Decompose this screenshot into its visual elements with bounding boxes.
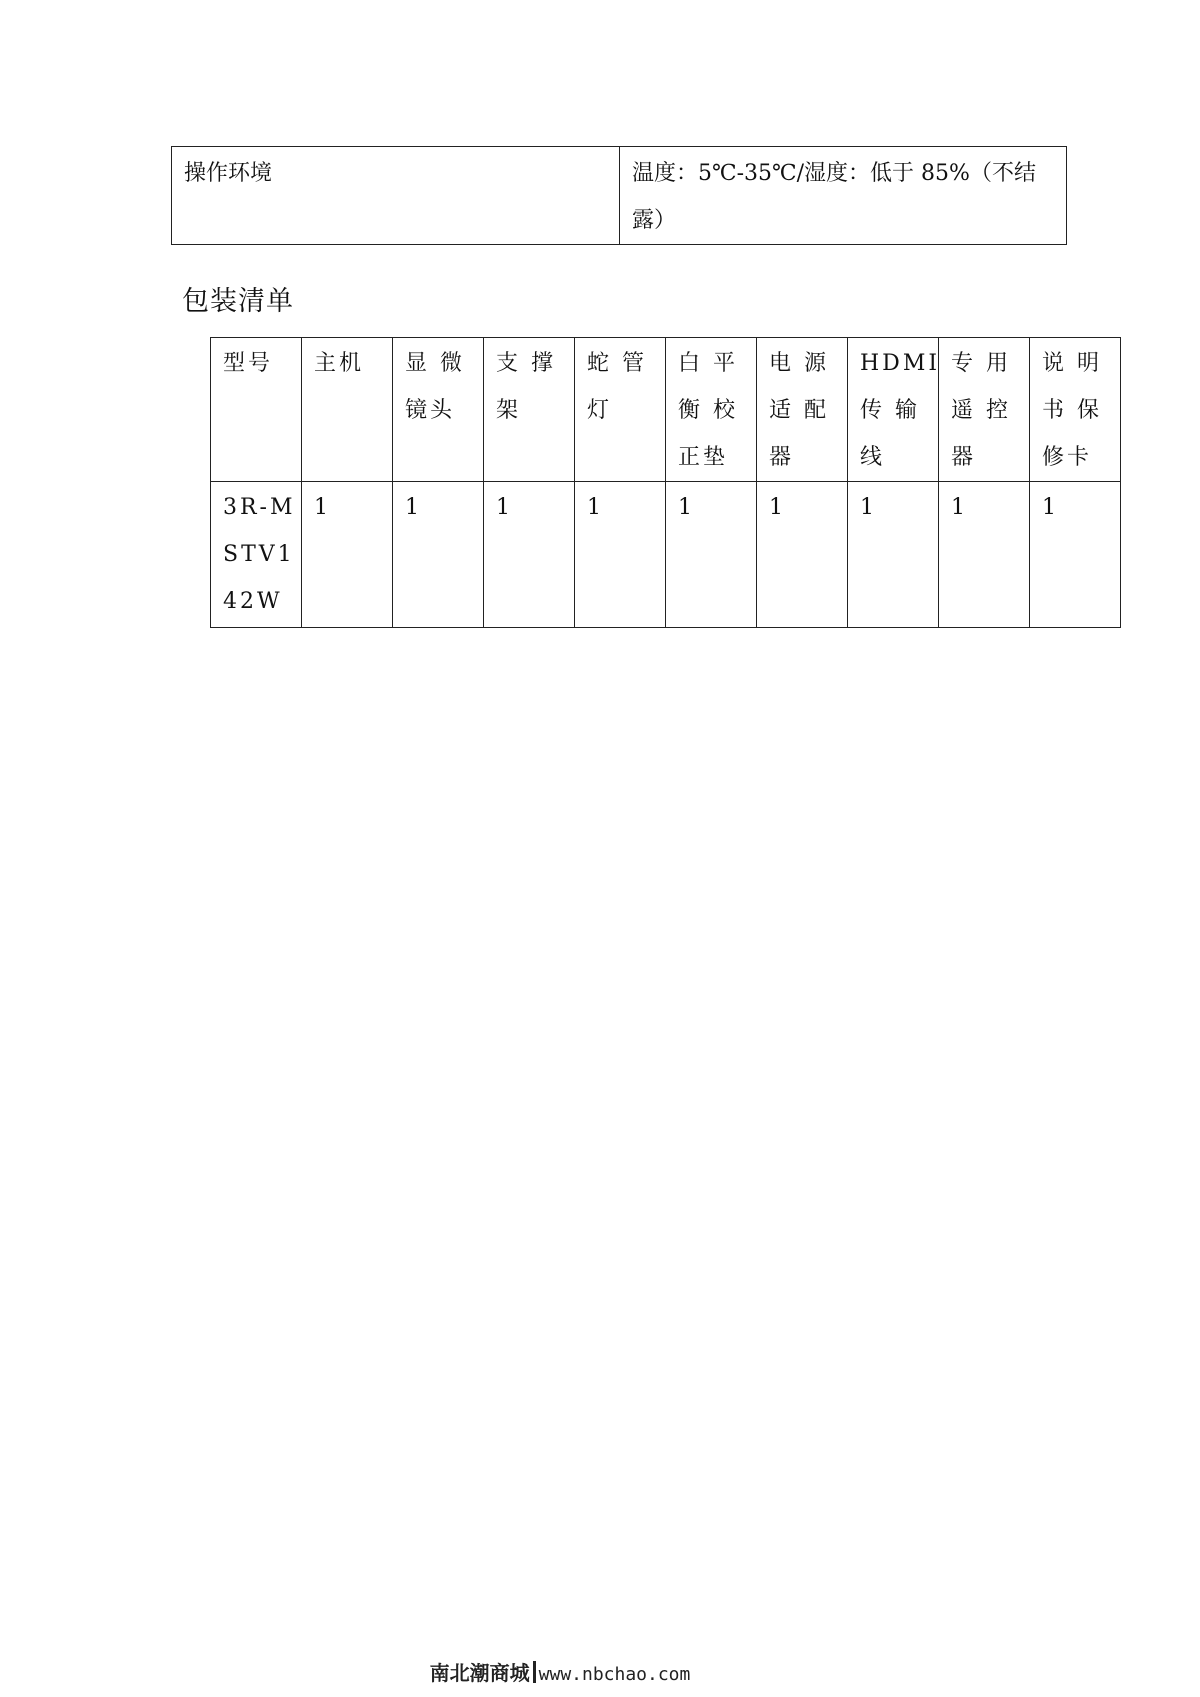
- footer-separator: [533, 1661, 536, 1683]
- header-cell: 电 源 适 配 器: [757, 338, 848, 482]
- header-cell: 型号: [211, 338, 302, 482]
- quantity-cell: 1: [666, 482, 757, 628]
- quantity-cell: 1: [302, 482, 393, 628]
- footer-url: www.nbchao.com: [538, 1664, 691, 1685]
- env-label: 操作环境: [184, 161, 273, 186]
- quantity-cell: 1: [575, 482, 666, 628]
- quantity-cell: 1: [393, 482, 484, 628]
- quantity-cell: 1: [939, 482, 1030, 628]
- header-cell: 显 微 镜头: [393, 338, 484, 482]
- table-row: [211, 482, 1121, 628]
- table-header-row: [211, 338, 1121, 482]
- env-label-cell: [172, 147, 620, 245]
- header-cell: HDMI 传 输 线: [848, 338, 939, 482]
- model-cell: 3R-M STV1 42W: [211, 482, 302, 628]
- packing-list-table: [210, 337, 1121, 628]
- quantity-cell: 1: [848, 482, 939, 628]
- env-value: 温度：5℃-35℃/湿度：低于 85%（不结露）: [632, 161, 1036, 233]
- header-cell: 支 撑 架: [484, 338, 575, 482]
- footer-brand: 南北潮商城: [429, 1661, 530, 1685]
- footer-watermark: [0, 1657, 1120, 1686]
- env-value-cell: [620, 147, 1067, 245]
- header-cell: 蛇 管 灯: [575, 338, 666, 482]
- quantity-cell: 1: [484, 482, 575, 628]
- header-cell: 说 明 书 保 修卡: [1030, 338, 1121, 482]
- operating-environment-table: [171, 146, 1067, 245]
- quantity-cell: 1: [1030, 482, 1121, 628]
- header-cell: 白 平 衡 校 正垫: [666, 338, 757, 482]
- header-cell: 主机: [302, 338, 393, 482]
- quantity-cell: 1: [757, 482, 848, 628]
- header-cell: 专 用 遥 控 器: [939, 338, 1030, 482]
- packing-list-title: 包装清单: [182, 286, 294, 317]
